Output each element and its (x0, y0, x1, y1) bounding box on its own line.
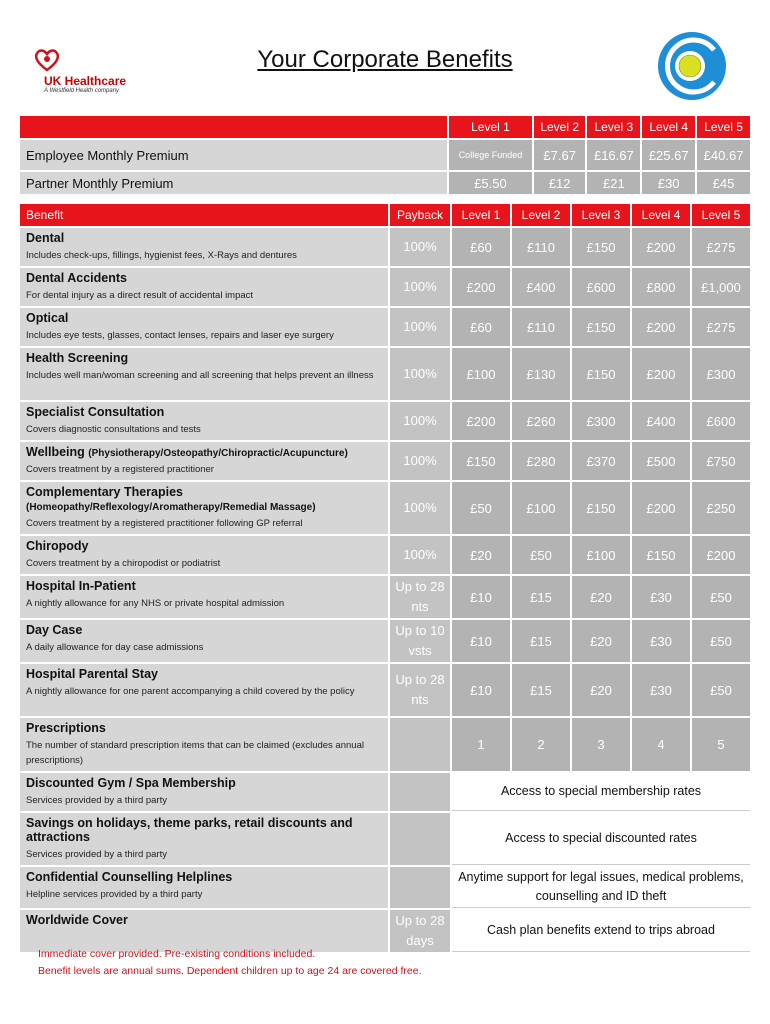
benefit-row (20, 664, 750, 716)
level-3-column-header: Level 3 (572, 204, 630, 226)
benefit-cell (20, 536, 388, 574)
benefit-title-text: Optical (26, 311, 69, 325)
premium-header-blank (20, 116, 447, 138)
benefit-level-4-value: £30 (632, 620, 690, 662)
benefit-title-text: Complementary Therapies (26, 485, 183, 499)
benefit-level-2-value: £100 (512, 482, 570, 534)
benefit-payback: 100% (390, 268, 450, 306)
benefit-payback: 100% (390, 228, 450, 266)
logo-tagline: A Westfield Health company (44, 88, 120, 94)
benefit-row (20, 402, 750, 440)
benefit-level-3-value: £150 (572, 228, 630, 266)
benefit-title (26, 271, 382, 285)
benefit-level-5-value: £50 (692, 620, 750, 662)
benefit-cell (20, 664, 388, 716)
benefit-description: Services provided by a third party (26, 795, 167, 806)
benefit-row (20, 576, 750, 618)
partner-premium-label: Partner Monthly Premium (20, 172, 447, 194)
benefit-description: A nightly allowance for one parent accompanying a child covered by the policy (26, 686, 355, 697)
benefit-row (20, 482, 750, 534)
benefit-row (20, 348, 750, 400)
benefit-level-1-value: £50 (452, 482, 510, 534)
employee-premium-l5: £40.67 (697, 140, 750, 170)
benefit-title (26, 231, 382, 245)
employee-premium-l4: £25.67 (642, 140, 695, 170)
benefits-table (18, 202, 752, 954)
benefit-level-2-value: £15 (512, 620, 570, 662)
benefit-level-4-value: £200 (632, 482, 690, 534)
benefit-level-4-value: 4 (632, 718, 690, 771)
benefit-cell (20, 268, 388, 306)
extra-benefit-row (20, 867, 750, 908)
benefit-title: Savings on holidays, theme parks, retail discounts and attractions (26, 816, 353, 844)
benefit-subtitle: (Homeopathy/Reflexology/Aromatherapy/Remedial Massage) (26, 502, 316, 513)
benefit-level-3-value: £150 (572, 348, 630, 400)
benefit-title: Worldwide Cover (26, 913, 128, 927)
benefit-level-1-value: £200 (452, 402, 510, 440)
benefit-cell (20, 813, 388, 865)
benefit-level-2-value: £260 (512, 402, 570, 440)
benefit-title-text: Wellbeing (26, 445, 85, 459)
benefit-cell (20, 228, 388, 266)
benefit-cell (20, 620, 388, 662)
benefit-payback: 100% (390, 442, 450, 480)
benefit-description: A nightly allowance for any NHS or private hospital admission (26, 598, 285, 609)
benefit-description: Covers treatment by a registered practitioner (26, 464, 214, 475)
benefit-level-3-value: 3 (572, 718, 630, 771)
benefit-title (26, 623, 382, 637)
benefit-payback: Up to 28 nts (390, 664, 450, 716)
benefit-level-2-value: £110 (512, 308, 570, 346)
benefit-description: A daily allowance for day case admissions (26, 642, 204, 653)
benefit-level-5-value: £50 (692, 664, 750, 716)
partner-premium-l2: £12 (534, 172, 586, 194)
benefit-payback: 100% (390, 482, 450, 534)
partner-premium-l3: £21 (587, 172, 640, 194)
benefit-payback (390, 867, 450, 908)
brand-logo-icon (656, 30, 728, 102)
benefit-title-text: Hospital Parental Stay (26, 667, 158, 681)
benefit-level-2-value: £15 (512, 576, 570, 618)
benefit-title-text: Dental Accidents (26, 271, 127, 285)
benefit-cell (20, 867, 388, 908)
partner-premium-l5: £45 (697, 172, 750, 194)
benefit-payback: 100% (390, 536, 450, 574)
benefit-description: For dental injury as a direct result of accidental impact (26, 290, 254, 301)
benefit-level-1-value: £10 (452, 664, 510, 716)
benefit-title-text: Health Screening (26, 351, 129, 365)
benefit-title-text: Day Case (26, 623, 83, 637)
benefit-level-3-value: £600 (572, 268, 630, 306)
benefit-row (20, 620, 750, 662)
page-title: Your Corporate Benefits (257, 46, 513, 73)
benefit-title-text: Chiropody (26, 539, 89, 553)
benefit-level-2-value: £400 (512, 268, 570, 306)
benefit-cell (20, 773, 388, 811)
benefit-level-5-value: £275 (692, 308, 750, 346)
benefit-cell (20, 718, 388, 771)
benefit-payback: 100% (390, 348, 450, 400)
benefit-row (20, 718, 750, 771)
benefit-level-1-value: £60 (452, 308, 510, 346)
benefit-level-1-value: 1 (452, 718, 510, 771)
benefit-level-1-value: £20 (452, 536, 510, 574)
benefit-cell (20, 482, 388, 534)
premium-table (18, 114, 752, 196)
benefit-summary: Cash plan benefits extend to trips abroad (452, 910, 750, 952)
benefit-level-3-value: £20 (572, 620, 630, 662)
benefit-row (20, 228, 750, 266)
benefit-level-5-value: £200 (692, 536, 750, 574)
benefit-title (26, 405, 382, 419)
benefit-level-1-value: £200 (452, 268, 510, 306)
level-4-header: Level 4 (642, 116, 695, 138)
benefit-row (20, 268, 750, 306)
benefit-level-5-value: £300 (692, 348, 750, 400)
benefit-column-header: Benefit (20, 204, 388, 226)
benefit-level-4-value: £30 (632, 576, 690, 618)
footer-notes (38, 946, 422, 980)
benefit-level-2-value: £110 (512, 228, 570, 266)
benefit-level-5-value: £600 (692, 402, 750, 440)
benefit-level-1-value: £150 (452, 442, 510, 480)
level-1-column-header: Level 1 (452, 204, 510, 226)
benefit-level-3-value: £100 (572, 536, 630, 574)
benefit-level-3-value: £150 (572, 308, 630, 346)
benefit-description: The number of standard prescription items that can be claimed (excludes annual prescriptions) (26, 740, 364, 766)
benefit-payback: 100% (390, 402, 450, 440)
benefit-level-2-value: £50 (512, 536, 570, 574)
benefit-description: Services provided by a third party (26, 849, 167, 860)
extra-benefit-row (20, 813, 750, 865)
benefit-title: Confidential Counselling Helplines (26, 870, 233, 884)
employee-premium-label: Employee Monthly Premium (20, 140, 447, 170)
employee-premium-l2: £7.67 (534, 140, 586, 170)
benefit-title (26, 445, 382, 459)
benefit-title (26, 351, 382, 365)
payback-column-header: Payback (390, 204, 450, 226)
benefit-cell (20, 442, 388, 480)
level-4-column-header: Level 4 (632, 204, 690, 226)
benefit-level-5-value: £1,000 (692, 268, 750, 306)
benefit-title (26, 311, 382, 325)
benefit-level-3-value: £150 (572, 482, 630, 534)
benefit-cell (20, 576, 388, 618)
benefit-description: Covers diagnostic consultations and tests (26, 424, 201, 435)
benefit-title-text: Prescriptions (26, 721, 106, 735)
benefit-level-1-value: £10 (452, 576, 510, 618)
benefit-cell (20, 348, 388, 400)
benefit-payback: Up to 10 vsts (390, 620, 450, 662)
level-5-header: Level 5 (697, 116, 750, 138)
note-line: Immediate cover provided. Pre-existing conditions included. (38, 948, 316, 960)
benefit-payback: Up to 28 days (390, 910, 450, 952)
benefit-cell (20, 402, 388, 440)
benefit-row (20, 442, 750, 480)
benefit-summary: Access to special membership rates (452, 773, 750, 811)
benefit-cell (20, 308, 388, 346)
level-5-column-header: Level 5 (692, 204, 750, 226)
benefit-title-text: Specialist Consultation (26, 405, 165, 419)
benefit-payback (390, 813, 450, 865)
benefit-level-5-value: £50 (692, 576, 750, 618)
benefit-level-3-value: £300 (572, 402, 630, 440)
benefit-level-4-value: £150 (632, 536, 690, 574)
note-line: Benefit levels are annual sums. Dependent children up to age 24 are covered free. (38, 965, 422, 977)
benefit-level-4-value: £500 (632, 442, 690, 480)
benefit-payback (390, 718, 450, 771)
benefit-title-text: Hospital In-Patient (26, 579, 136, 593)
level-3-header: Level 3 (587, 116, 640, 138)
benefit-level-3-value: £20 (572, 576, 630, 618)
benefit-level-1-value: £10 (452, 620, 510, 662)
benefit-level-4-value: £200 (632, 348, 690, 400)
benefit-title (26, 721, 382, 735)
logo-name: UK Healthcare (44, 74, 127, 88)
partner-premium-l1: £5.50 (449, 172, 532, 194)
benefit-level-4-value: £800 (632, 268, 690, 306)
benefit-level-4-value: £30 (632, 664, 690, 716)
level-2-header: Level 2 (534, 116, 586, 138)
benefit-summary: Access to special discounted rates (452, 813, 750, 865)
benefit-level-2-value: £280 (512, 442, 570, 480)
extra-benefit-row (20, 773, 750, 811)
benefit-title (26, 539, 382, 553)
benefit-payback (390, 773, 450, 811)
benefit-row (20, 536, 750, 574)
benefit-level-3-value: £20 (572, 664, 630, 716)
benefit-description: Helpline services provided by a third party (26, 889, 203, 900)
benefit-summary: Anytime support for legal issues, medical problems, counselling and ID theft (452, 867, 750, 908)
benefit-title (26, 579, 382, 593)
partner-premium-l4: £30 (642, 172, 695, 194)
benefit-level-4-value: £200 (632, 228, 690, 266)
benefit-description: Covers treatment by a chiropodist or podiatrist (26, 558, 221, 569)
benefit-level-1-value: £100 (452, 348, 510, 400)
benefit-description: Includes check-ups, fillings, hygienist fees, X-Rays and dentures (26, 250, 297, 261)
benefit-level-4-value: £400 (632, 402, 690, 440)
benefit-title (26, 667, 382, 681)
benefit-subtitle: (Physiotherapy/Osteopathy/Chiropractic/Acupuncture) (88, 448, 348, 459)
benefit-row (20, 308, 750, 346)
benefit-level-5-value: £250 (692, 482, 750, 534)
benefit-level-1-value: £60 (452, 228, 510, 266)
benefit-level-2-value: £15 (512, 664, 570, 716)
benefit-description: Includes well man/woman screening and all screening that helps prevent an illness (26, 370, 374, 381)
benefit-level-2-value: £130 (512, 348, 570, 400)
benefit-title-text: Dental (26, 231, 65, 245)
benefit-level-2-value: 2 (512, 718, 570, 771)
employee-premium-l1: College Funded (449, 140, 532, 170)
benefit-level-5-value: 5 (692, 718, 750, 771)
benefit-payback: Up to 28 nts (390, 576, 450, 618)
benefit-level-3-value: £370 (572, 442, 630, 480)
benefit-level-5-value: £275 (692, 228, 750, 266)
benefit-level-5-value: £750 (692, 442, 750, 480)
level-1-header: Level 1 (449, 116, 532, 138)
benefit-level-4-value: £200 (632, 308, 690, 346)
benefit-description: Covers treatment by a registered practitioner following GP referral (26, 518, 303, 529)
benefit-title (26, 485, 382, 513)
benefit-description: Includes eye tests, glasses, contact lenses, repairs and laser eye surgery (26, 330, 334, 341)
benefit-payback: 100% (390, 308, 450, 346)
level-2-column-header: Level 2 (512, 204, 570, 226)
employee-premium-l3: £16.67 (587, 140, 640, 170)
benefit-title: Discounted Gym / Spa Membership (26, 776, 236, 790)
